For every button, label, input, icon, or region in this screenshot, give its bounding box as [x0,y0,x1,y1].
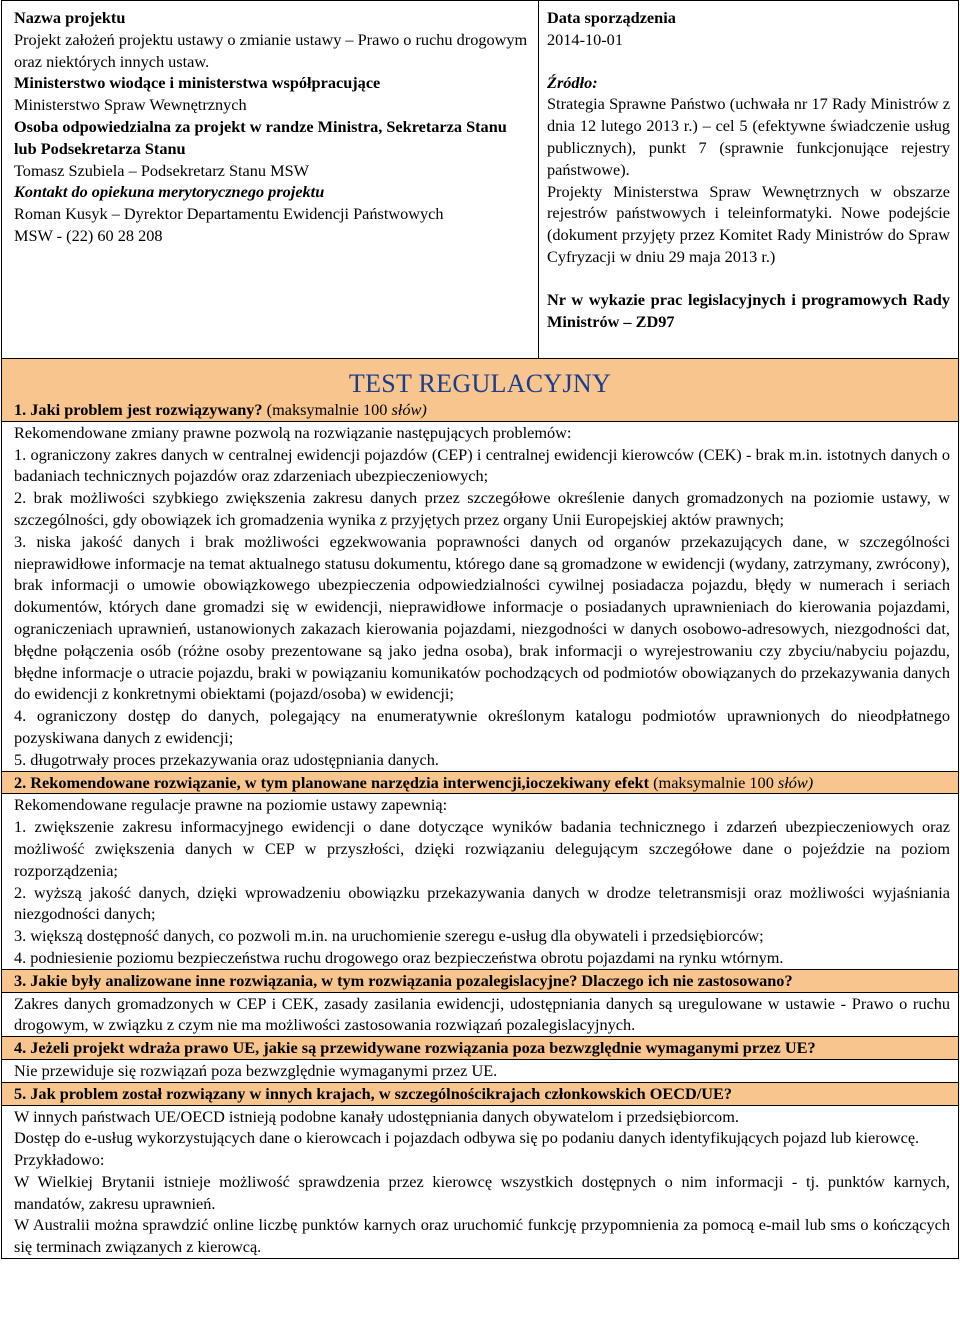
header-left-column [2,1,539,358]
section-1-body [2,422,958,771]
section-5-body [2,1106,958,1259]
paragraph: Dostęp do e-usług wykorzystujących dane o kierowcach i pojazdach odbywa się po podaniu danych identyfikujących pojazd lub kierowcę. [14,1128,920,1148]
responsible-label: Osoba odpowiedzialna za projekt w randze Ministra, Sekretarza Stanu lub Podsekretarza Stanu [14,116,507,158]
paragraph: W Wielkiej Brytanii istnieje możliwość sprawdzenia przez kierowcę wszystkich dostępnych o nim informacji - tj. punktów karnych, mandatów, zakresu uprawnień. [14,1171,950,1213]
paragraph: Nie przewiduje się rozwiązań poza bezwzględnie wymaganymi przez UE. [14,1060,498,1080]
paragraph: Rekomendowane regulacje prawne na poziomie ustawy zapewnią: [14,795,448,815]
list-item: 4. ograniczony dostęp do danych, polegający na enumeratywnie określonym katalogu podmiotów uprawnionych do nieodpłatnego pozyskiwana danych z ewidencji; [14,706,950,747]
paragraph: Rekomendowane zmiany prawne pozwolą na rozwiązanie następujących problemów: [14,422,572,442]
list-item: 3. większą dostępność danych, co pozwoli m.in. na uruchomienie szeregu e-usług dla obywateli i przedsiębiorców; [14,926,764,946]
ministry-label: Ministerstwo wiodące i ministerstwa współpracujące [14,73,381,93]
section-4-heading [2,1036,958,1060]
paragraph: Zakres danych gromadzonych w CEP i CEK, zasady zasilania ewidencji, udostępniania danych są uregulowane w ustawie - Prawo o ruchu drogowym, w związku z czym nie ma możliwości zastosowania rozwiązań pozalegislacyjnych. [14,993,950,1035]
list-item: 5. długotrwały proces przekazywania oraz udostępniania danych. [14,749,439,769]
paragraph: W Australii można sprawdzić online liczbę punktów karnych oraz uruchomić funkcję przypomnienia za pomocą e-mail lub sms o kończących się terminach związanych z kierowcą. [14,1215,950,1257]
list-item: 4. podniesienie poziomu bezpieczeństwa ruchu drogowego oraz bezpieczeństwa obrotu pojazdami na rynku wtórnym. [14,947,784,967]
section-3-heading-text: 3. Jakie były analizowane inne rozwiązania, w tym rozwiązania pozalegislacyjne? Dlaczego ich nie zastosowano? [14,970,793,990]
list-item: 1. zwiększenie zakresu informacyjnego ewidencji o dane dotyczące wyników badania technicznego i zdarzeń ubezpieczeniowych oraz możliwość zwiększenia danych w CEP w przyszłości, dzięki rozwiązaniu delegującym szczegółowe dane o pojeździe na poziom rozporządzenia; [14,817,950,880]
contact-value-1: Roman Kusyk – Dyrektor Departamentu Ewidencji Państwowych [14,204,444,224]
header-table [2,1,958,359]
section-2-heading-text: 2. Rekomendowane rozwiązanie, w tym planowane narzędzia interwencji,ioczekiwany efekt [14,772,650,792]
project-name-label: Nazwa projektu [14,8,126,27]
section-1-heading-text: 1. Jaki problem jest rozwiązywany? [14,400,263,419]
list-item: 1. ograniczony zakres danych w centralnej ewidencji pojazdów (CEP) i centralnej ewidencji kierowców (CEK) - brak m.in. istotnych danych o badaniach technicznych pojazdów oraz zdarzeniach ubezpieczeniowych; [14,444,950,486]
contact-value-2: MSW - (22) 60 28 208 [14,225,163,245]
date-label: Data sporządzenia [547,8,676,27]
contact-label: Kontakt do opiekuna merytorycznego projektu [14,182,325,202]
responsible-value: Tomasz Szubiela – Podsekretarz Stanu MSW [14,160,310,180]
section-5-heading [2,1082,958,1106]
document-title: TEST REGULACYJNY [2,359,958,399]
register-label: Nr w wykazie prac legislacyjnych i programowych Rady Ministrów – ZD97 [547,289,950,331]
section-3-body [2,993,958,1037]
date-value: 2014-10-01 [547,29,623,49]
section-2-heading: 2. Rekomendowane rozwiązanie, w tym planowane narzędzia interwencji,ioczekiwany efekt (maksymalnie 100 słów) [2,771,958,795]
project-name-value: Projekt założeń projektu ustawy o zmianie ustawy – Prawo o ruchu drogowym oraz niektórych innych ustaw. [14,29,528,71]
paragraph: Przykładowo: [14,1150,105,1170]
list-item: 3. niska jakość danych i brak możliwości egzekwowania poprawności danych od organów przekazujących dane, w szczególności nieprawidłowe informacje na temat aktualnego statusu dokumentu, którego dane są gromadzone w ewidencji (wydany, zatrzymany, zwrócony), brak informacji o umowie obowiązkowego ubezpieczenia odpowiedzialności cywilnej posiadacza pojazdu, błędy w numerach i seriach dokumentów, których dane gromadzi się w ewidencji, nieprawidłowe informacje o posiadanych uprawnieniach do kierowania pojazdami, ograniczeniach uprawnień, ustanowionych zakazach kierowania pojazdami, niezgodności w danych osobowo-adresowych, niezgodności dat, błędne połączenia osób (różne osoby prezentowane są jako jedna osoba), brak informacji o wyrejestrowaniu czy zbyciu/nabyciu pojazdu, błędne informacje o utracie pojazdu, braki w powiązaniu komunikatów pochodzących od podmiotów obowiązanych do przekazywania danych do ewidencji z konkretnymi obiektami (pojazd/osoba) w ewidencji; [14,531,950,704]
section-4-heading-text: 4. Jeżeli projekt wdraża prawo UE, jakie są przewidywane rozwiązania poza bezwzględnie wymaganymi przez UE? [14,1038,816,1058]
section-3-heading [2,969,958,993]
list-item: 2. brak możliwości szybkiego zwiększenia zakresu danych przez szczegółowe określenie danych gromadzonych na poziomie ustawy, w szczególności, gdy obowiązek ich gromadzenia wynika z przyjętych przez organy Unii Europejskiej aktów prawnych; [14,488,950,529]
source-value-1: Strategia Sprawne Państwo (uchwała nr 17 Rady Ministrów z dnia 12 lutego 2013 r.) – cel 5 (efektywne świadczenie usług publicznych), punkt 7 (sprawnie funkcjonujące rejestry państwowe). [547,94,950,179]
section-5-heading-text: 5. Jak problem został rozwiązany w innych krajach, w szczególnościkrajach członkowskich OECD/UE? [14,1083,733,1103]
section-4-body [2,1060,958,1082]
ministry-value: Ministerstwo Spraw Wewnętrznych [14,95,247,115]
source-value-2: Projekty Ministerstwa Spraw Wewnętrznych w obszarze rejestrów państwowych i teleinformatyki. Nowe podejście (dokument przyjęty przez Komitet Rady Ministrów do Spraw Cyfryzacji w dniu 29 maja 2013 r.) [547,181,950,266]
header-right-column [539,1,958,358]
section-1-heading: 1. Jaki problem jest rozwiązywany? (maksymalnie 100 słów) [2,399,958,422]
paragraph: W innych państwach UE/OECD istnieją podobne kanały udostępniania danych obywatelom i przedsiębiorcom. [14,1106,739,1126]
list-item: 2. wyższą jakość danych, dzięki wprowadzeniu obowiązku przekazywania danych w drodze teletransmisji oraz możliwości wyjaśniania niezgodności danych; [14,882,950,924]
source-label: Źródło: [547,72,598,92]
section-2-body [2,794,958,968]
regulatory-test-document [1,0,959,1259]
